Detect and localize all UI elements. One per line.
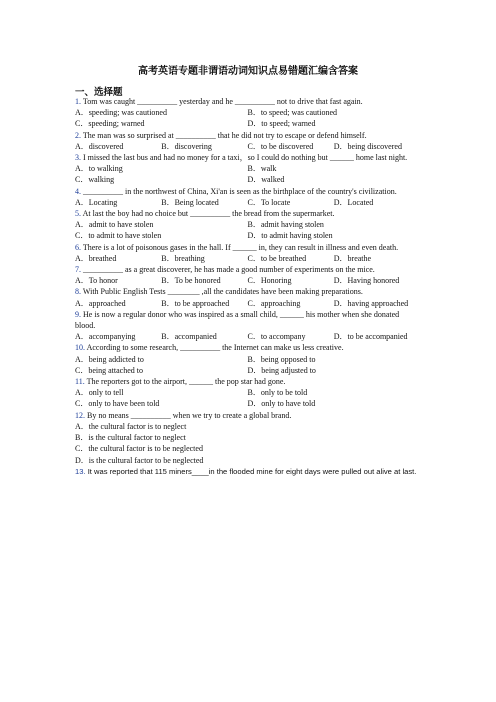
question-3 — [75, 152, 420, 186]
question-stem — [75, 208, 420, 219]
answer-option[interactable]: C．To locate — [247, 197, 291, 207]
answer-option[interactable]: B．to speed; was cautioned — [247, 108, 338, 118]
question-number: 8. — [75, 287, 81, 297]
option-row — [75, 432, 420, 443]
option-row — [75, 398, 420, 409]
answer-option[interactable]: D．only to have told — [247, 399, 316, 409]
question-7 — [75, 264, 420, 286]
answer-option[interactable]: C．to be breathed — [247, 253, 307, 263]
question-text: __________ in the northwest of China, Xi'an is seen as the birthplace of the country's civilization. — [83, 186, 397, 196]
option-row — [75, 253, 420, 264]
question-10 — [75, 342, 420, 376]
answer-option[interactable]: B．Being located — [161, 197, 219, 207]
question-stem — [75, 342, 420, 353]
question-stem — [75, 410, 420, 421]
question-number: 7. — [75, 265, 81, 275]
question-text: At last the boy had no choice but __________ the bread from the supermarket. — [82, 209, 335, 219]
question-stem — [75, 96, 420, 107]
answer-option[interactable]: C．being attached to — [75, 365, 143, 375]
question-text: I missed the last bus and had no money for a taxi，so I could do nothing but ______ home last night. — [83, 153, 408, 163]
answer-option[interactable]: B．to be approached — [161, 298, 230, 308]
answer-option[interactable]: D．Located — [333, 197, 374, 207]
answer-option[interactable]: A．Locating — [75, 197, 118, 207]
question-text: There is a lot of poisonous gases in the hall. If ______ in, they can result in illness and even death. — [82, 242, 399, 252]
option-row — [75, 197, 420, 208]
question-stem — [75, 309, 420, 331]
answer-option[interactable]: D．Having honored — [333, 276, 400, 286]
question-8 — [75, 286, 420, 308]
option-row — [75, 331, 420, 342]
option-row — [75, 354, 420, 365]
question-13 — [75, 466, 420, 477]
option-row — [75, 275, 420, 286]
question-stem — [75, 186, 420, 197]
question-text: By no means __________ when we try to create a global brand. — [87, 410, 292, 420]
question-list — [75, 96, 420, 477]
answer-option[interactable]: D．to be accompanied — [333, 332, 408, 342]
question-stem — [75, 152, 420, 163]
answer-option[interactable]: A．breathed — [75, 253, 117, 263]
question-number: 3. — [75, 153, 81, 163]
option-row — [75, 174, 420, 185]
question-number: 1. — [75, 97, 81, 106]
answer-option[interactable]: B．discovering — [161, 141, 212, 151]
answer-option[interactable]: D．being discovered — [333, 141, 402, 151]
answer-option[interactable]: D．breathe — [333, 253, 372, 263]
option-row — [75, 455, 420, 466]
answer-option[interactable]: B．breathing — [161, 253, 205, 263]
answer-option[interactable]: A．speeding; was cautioned — [75, 108, 167, 118]
answer-option[interactable]: A．only to tell — [75, 388, 124, 398]
option-row — [75, 219, 420, 230]
answer-option[interactable]: D．being adjusted to — [247, 365, 316, 375]
answer-option[interactable]: B．walk — [247, 164, 277, 174]
question-number: 4. — [75, 186, 81, 196]
question-number: 2. — [75, 130, 81, 140]
question-text: Tom was caught __________ yesterday and he __________ not to drive that fast again. — [82, 97, 363, 106]
answer-option[interactable]: B．being opposed to — [247, 354, 316, 364]
section-heading: 一、选择题 — [75, 88, 123, 98]
question-stem — [75, 264, 420, 275]
question-stem — [75, 376, 420, 387]
question-number: 13. — [75, 466, 86, 476]
answer-option[interactable]: C．to admit to have stolen — [75, 231, 162, 241]
answer-option[interactable]: B．is the cultural factor to neglect — [75, 433, 186, 443]
question-stem — [75, 286, 420, 297]
option-row — [75, 443, 420, 454]
answer-option[interactable]: D．to admit having stolen — [247, 231, 333, 241]
answer-option[interactable]: C．walking — [75, 175, 115, 185]
option-row — [75, 365, 420, 376]
answer-option[interactable]: A．admit to have stolen — [75, 220, 154, 230]
answer-option[interactable]: C．only to have been told — [75, 399, 160, 409]
question-text: The man was so surprised at __________ that he did not try to escape or defend himself. — [82, 130, 367, 140]
question-number: 10. — [75, 343, 85, 353]
question-number: 12. — [75, 410, 85, 420]
question-11 — [75, 376, 420, 410]
question-12 — [75, 410, 420, 466]
answer-option[interactable]: D．is the cultural factor to be neglected — [75, 455, 204, 465]
option-row — [75, 230, 420, 241]
option-row — [75, 118, 420, 129]
question-1 — [75, 96, 420, 130]
answer-option[interactable]: A．approached — [75, 298, 126, 308]
question-stem — [75, 130, 420, 141]
question-text: __________ as a great discoverer, he has made a good number of experiments on the mice. — [83, 265, 375, 275]
option-row — [75, 163, 420, 174]
answer-option[interactable]: C．approaching — [247, 298, 301, 308]
answer-option[interactable]: A．being addicted to — [75, 354, 144, 364]
question-9 — [75, 309, 420, 343]
answer-option[interactable]: B．accompanied — [161, 332, 217, 342]
answer-option[interactable]: C．the cultural factor is to be neglected — [75, 444, 203, 454]
answer-option[interactable]: A．the cultural factor is to neglect — [75, 421, 187, 431]
answer-option[interactable]: A．To honor — [75, 276, 118, 286]
question-4 — [75, 186, 420, 208]
option-row — [75, 298, 420, 309]
answer-option[interactable]: D．to speed; warned — [247, 119, 316, 129]
question-text: He is now a regular donor who was inspired as a small child, ______ his mother when she donated blood. — [75, 309, 400, 331]
answer-option[interactable]: A．to walking — [75, 164, 123, 174]
question-number: 6. — [75, 242, 81, 252]
question-text: According to some research, __________ the Internet can make us less creative. — [86, 343, 344, 353]
answer-option[interactable]: A．accompanying — [75, 332, 136, 342]
answer-option[interactable]: C．to accompany — [247, 332, 306, 342]
answer-option[interactable]: D．walked — [247, 175, 285, 185]
question-text: The reporters got to the airport, ______ the pop star had gone. — [86, 377, 286, 387]
question-text: With Public English Tests ________ ,all the candidates have been making preparations. — [82, 287, 363, 297]
question-stem — [75, 466, 420, 477]
question-5 — [75, 208, 420, 242]
answer-option[interactable]: A．discovered — [75, 141, 124, 151]
answer-option[interactable]: C．speeding; warned — [75, 119, 145, 129]
answer-option[interactable]: B．only to be told — [247, 388, 308, 398]
question-6 — [75, 242, 420, 264]
option-row — [75, 141, 420, 152]
question-2 — [75, 130, 420, 152]
answer-option[interactable]: B．admit having stolen — [247, 220, 324, 230]
option-row — [75, 421, 420, 432]
question-number: 11. — [75, 377, 85, 387]
question-text: It was reported that 115 miners____in the flooded mine for eight days were pulled out alive at last. — [87, 466, 417, 476]
option-row — [75, 107, 420, 118]
answer-option[interactable]: C．to be discovered — [247, 141, 314, 151]
question-number: 5. — [75, 209, 81, 219]
option-row — [75, 387, 420, 398]
document-title: 高考英语专题非谓语动词知识点易错题汇编含答案 — [138, 66, 358, 77]
answer-option[interactable]: C．Honoring — [247, 276, 292, 286]
answer-option[interactable]: D．having approached — [333, 298, 409, 308]
question-stem — [75, 242, 420, 253]
question-number: 9. — [75, 309, 81, 319]
answer-option[interactable]: B．To be honored — [161, 276, 221, 286]
